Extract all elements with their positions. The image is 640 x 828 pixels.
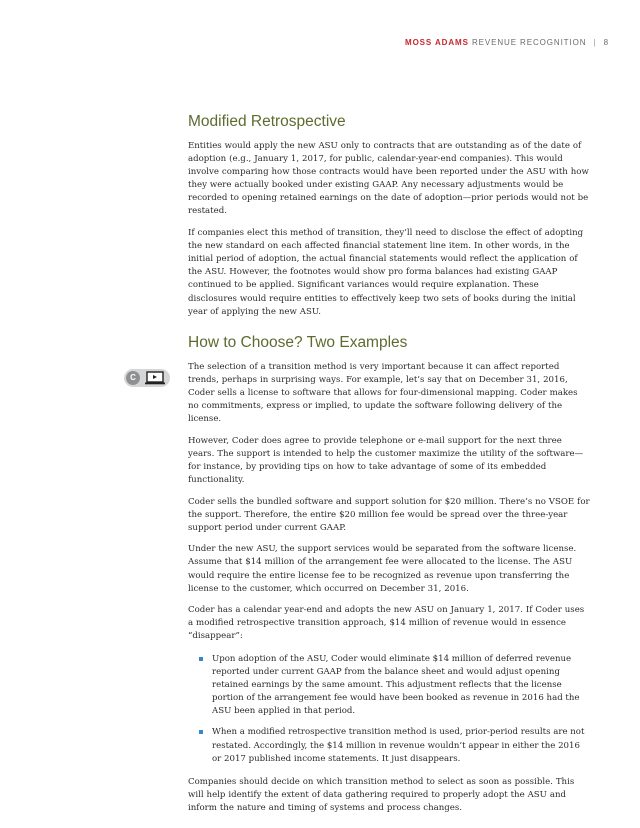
- square-bullet-icon: [199, 730, 203, 734]
- list-item-text: When a modified retrospective transition method is used, prior-period results are not restated. Accordingly, the $14 million in revenue wouldn’t appear in either the 2016 or 2017 published income statements. It just disappears.: [212, 727, 585, 764]
- paragraph: The selection of a transition method is very important because it can affect reported trends, perhaps in surprising ways. For example, let’s say that on December 31, 2016, Coder sells a license to software that allows for four-dimensional mapping. Coder makes no commitments, express or implied, to update the software following delivery of the license.: [188, 361, 578, 425]
- laptop-icon: [144, 370, 166, 386]
- paragraph: Entities would apply the new ASU only to contracts that are outstanding as of the date of adoption (e.g., January 1, 2017, for public, calendar-year-end companies). This would involve comparing how those contracts would have been reported under the ASU with how they were actually booked under existing GAAP. Any necessary adjustments would be recorded to opening retained earnings on the date of adoption—prior periods would not be restated.: [188, 141, 589, 217]
- paragraph: However, Coder does agree to provide telephone or e-mail support for the next three years. The support is intended to help the customer maximize the utility of the software—for instance, by providing tips on how to take advantage of some of its embedded functionality.: [188, 435, 584, 485]
- page-header: [405, 38, 609, 47]
- list-item: [212, 653, 590, 718]
- square-bullet-icon: [199, 657, 203, 661]
- paragraph: Coder has a calendar year-end and adopts the new ASU on January 1, 2017. If Coder uses a modified retrospective transition approach, $14 million of revenue would in essence “disappear”:: [188, 605, 585, 642]
- closing-paragraph: Companies should decide on which transition method to select as soon as possible. This will help identify the extent of data gathering required to properly adopt the ASU and inform the nature and timing of systems and process changes.: [188, 776, 575, 813]
- publication-title: REVENUE RECOGNITION: [471, 38, 587, 47]
- main-content: [188, 113, 590, 824]
- section-heading: Modified Retrospective: [188, 113, 346, 130]
- letter-c-badge: C: [126, 371, 140, 385]
- header-separator: |: [593, 38, 597, 47]
- page-number: 8: [603, 38, 609, 47]
- sidebar-example-icon: [124, 369, 170, 387]
- bullet-list: [188, 653, 590, 766]
- list-item-text: Upon adoption of the ASU, Coder would eliminate $14 million of deferred revenue reported under current GAAP from the balance sheet and would adjust opening retained earnings by the same amount. This adjustment reflects that the license portion of the arrangement fee would have been booked as revenue in 2016 had the ASU been applied in that period.: [212, 653, 580, 716]
- paragraph: Coder sells the bundled software and support solution for $20 million. There’s no VSOE for the support. Therefore, the entire $20 million fee would be spread over the three-year support period under current GAAP.: [188, 496, 590, 533]
- section-heading: How to Choose? Two Examples: [188, 333, 408, 351]
- paragraph: Under the new ASU, the support services would be separated from the software license. Assume that $14 million of the arrangement fee were allocated to the license. The ASU would require the entire license fee to be recognized as revenue upon transferring the license to the customer, which occurred on December 31, 2016.: [188, 544, 577, 594]
- brand-name: MOSS ADAMS: [405, 38, 469, 47]
- list-item: [212, 726, 590, 765]
- paragraph: If companies elect this method of transition, they’ll need to disclose the effect of adopting the new standard on each affected financial statement line item. In other words, in the initial period of adoption, the actual financial statements would reflect the application of the ASU. However, the footnotes would show pro forma balances had existing GAAP continued to be applied. Significant variances would require explanation. These disclosures would require entities to effectively keep two sets of books during the initial year of applying the new ASU.: [188, 228, 584, 317]
